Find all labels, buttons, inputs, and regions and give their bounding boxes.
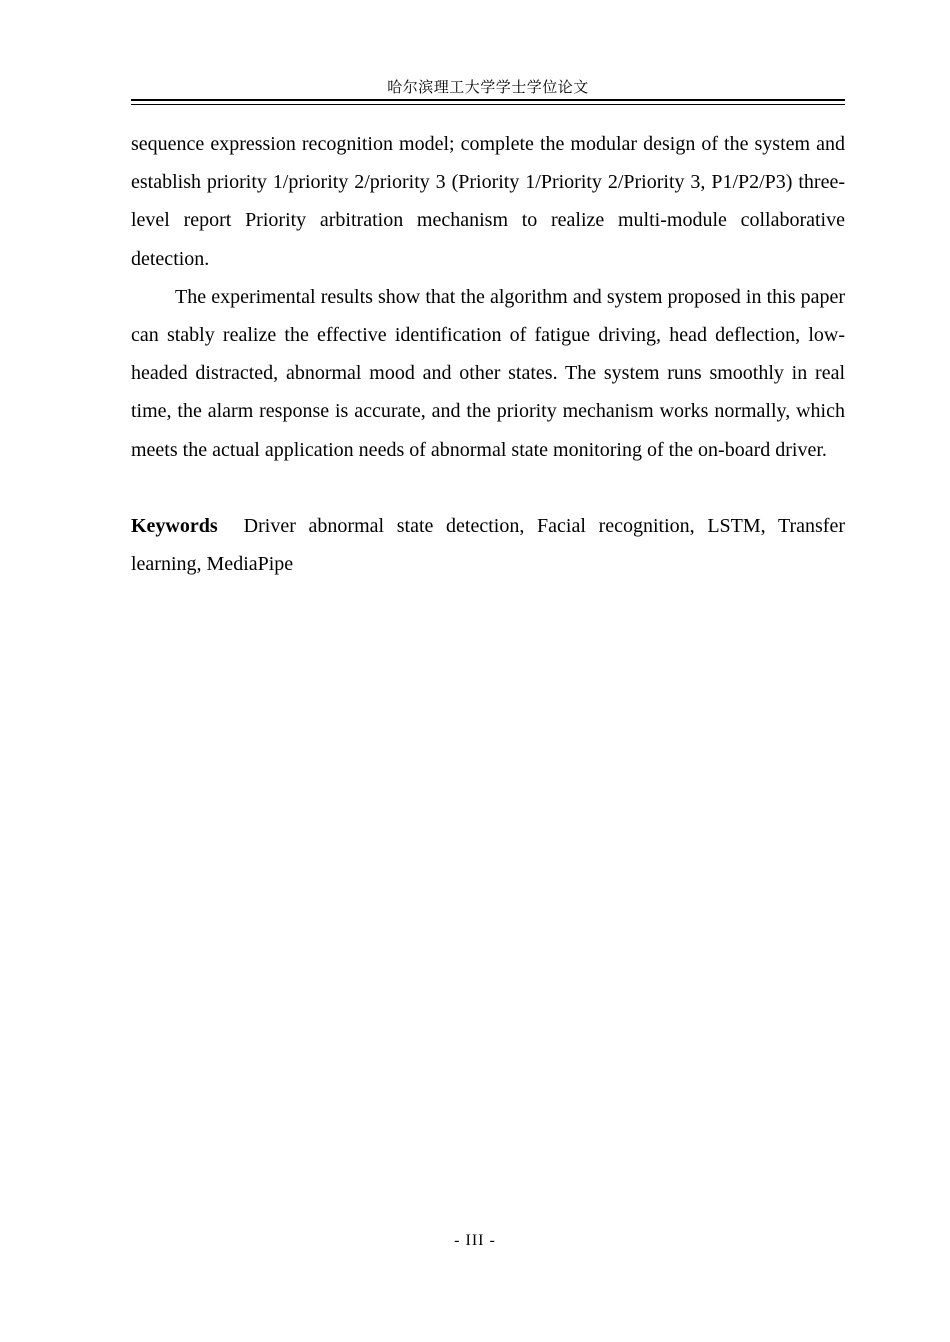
abstract-paragraph-2: The experimental results show that the algorithm and system proposed in this paper can stably realize the effective identification of fatigue driving, head deflection, low-headed distracted, abnormal mood and other states. The system runs smoothly in real time, the alarm response is accurate, and the priority mechanism works normally, which meets the actual application needs of abnormal state monitoring of the on-board driver. <box>131 285 845 461</box>
header-rule-thin <box>131 104 845 105</box>
keywords-line <box>131 507 845 583</box>
running-header: 哈尔滨理工大学学士学位论文 <box>387 80 589 96</box>
abstract-paragraph-1: sequence expression recognition model; complete the modular design of the system and establish priority 1/priority 2/priority 3 (Priority 1/Priority 2/Priority 3, P1/P2/P3) three-level report Priority arbitration mechanism to realize multi-module collaborative detection. <box>131 133 845 270</box>
keywords-label: Keywords <box>131 514 218 537</box>
abstract-body <box>131 125 845 583</box>
page-number: - III - <box>454 1232 496 1249</box>
header-rule-thick <box>131 99 845 101</box>
keywords-text: Driver abnormal state detection, Facial recognition, LSTM, Transfer learning, MediaPipe <box>131 514 845 576</box>
